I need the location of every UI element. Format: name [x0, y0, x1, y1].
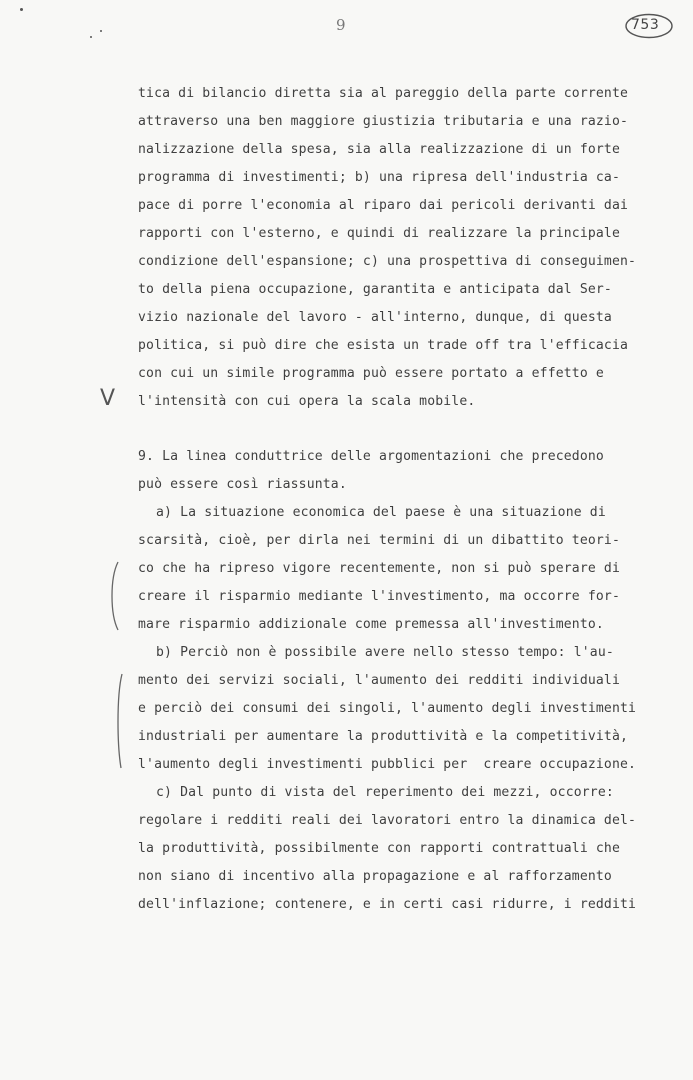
text-line: to della piena occupazione, garantita e anticipata dal Ser-: [138, 282, 612, 297]
text-line: l'aumento degli investimenti pubblici per creare occupazione.: [138, 757, 637, 772]
margin-check-mark: V: [100, 386, 116, 411]
text-line: vizio nazionale del lavoro - all'interno, dunque, di questa: [138, 310, 612, 325]
text-line: mento dei servizi sociali, l'aumento dei redditi individuali: [138, 673, 620, 688]
text-line: la produttività, possibilmente con rapporti contrattuali che: [138, 841, 620, 856]
text-line: può essere così riassunta.: [138, 477, 347, 492]
text-line: attraverso una ben maggiore giustizia tributaria e una razio-: [138, 114, 629, 129]
text-line: nalizzazione della spesa, sia alla realizzazione di un forte: [138, 142, 620, 157]
text-line: industriali per aumentare la produttività e la competitività,: [138, 729, 629, 744]
text-line: c) Dal punto di vista del reperimento dei mezzi, occorre:: [156, 785, 614, 800]
text-line: programma di investimenti; b) una ripresa dell'industria ca-: [138, 170, 620, 185]
text-line: pace di porre l'economia al riparo dai pericoli derivanti dai: [138, 198, 629, 213]
text-line: rapporti con l'esterno, e quindi di realizzare la principale: [138, 226, 620, 241]
scan-speck: [90, 36, 92, 38]
margin-bracket-icon: [108, 560, 122, 632]
text-line: l'intensità con cui opera la scala mobile.: [138, 394, 476, 409]
text-line: co che ha ripreso vigore recentemente, non si può sperare di: [138, 561, 620, 576]
text-line: politica, si può dire che esista un trade off tra l'efficacia: [138, 338, 629, 353]
text-line: regolare i redditi reali dei lavoratori entro la dinamica del-: [138, 813, 637, 828]
text-line: scarsità, cioè, per dirla nei termini di un dibattito teori-: [138, 533, 620, 548]
text-line: mare risparmio addizionale come premessa all'investimento.: [138, 617, 604, 632]
stamp-number: 753: [631, 17, 660, 33]
text-line: b) Perciò non è possibile avere nello stesso tempo: l'au-: [156, 645, 614, 660]
scan-speck: [100, 30, 102, 32]
text-line: creare il risparmio mediante l'investimento, ma occorre for-: [138, 589, 620, 604]
text-line: condizione dell'espansione; c) una prospettiva di conseguimen-: [138, 254, 637, 269]
section-heading-line: 9. La linea conduttrice delle argomentazioni che precedono: [138, 449, 604, 464]
text-line: dell'inflazione; contenere, e in certi casi ridurre, i redditi: [138, 897, 637, 912]
text-line: con cui un simile programma può essere portato a effetto e: [138, 366, 604, 381]
archive-stamp: [624, 12, 674, 40]
text-line: a) La situazione economica del paese è una situazione di: [156, 505, 606, 520]
text-line: tica di bilancio diretta sia al pareggio della parte corrente: [138, 86, 629, 101]
text-line: e perciò dei consumi dei singoli, l'aumento degli investimenti: [138, 701, 637, 716]
margin-bracket-icon: [112, 672, 126, 770]
scan-speck: [20, 8, 23, 11]
page-number: 9: [336, 16, 346, 34]
text-line: non siano di incentivo alla propagazione e al rafforzamento: [138, 869, 612, 884]
